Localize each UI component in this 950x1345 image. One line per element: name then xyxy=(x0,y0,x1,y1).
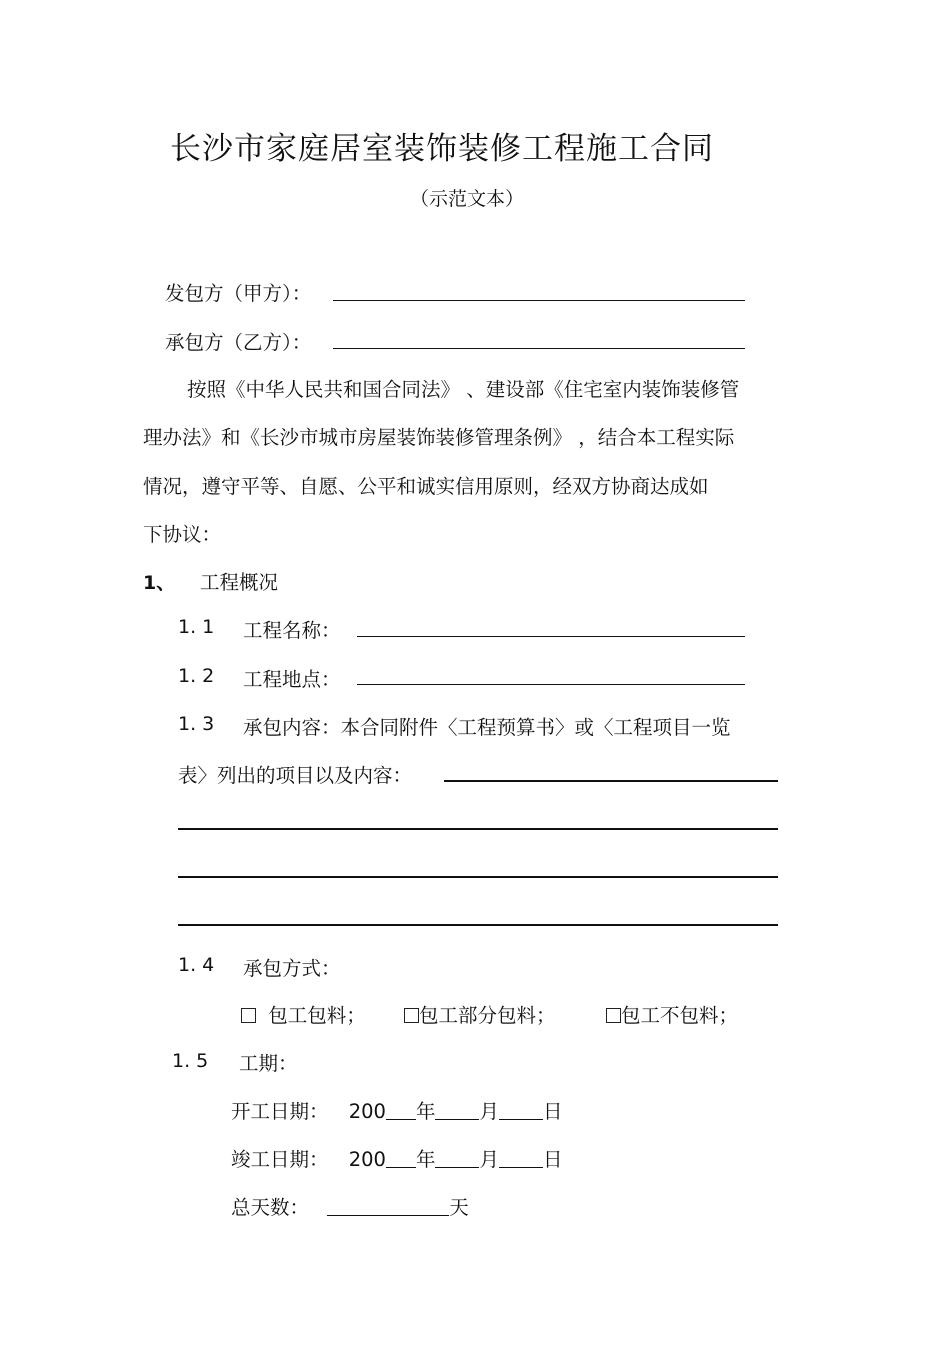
total-days-label: 总天数： xyxy=(231,1196,310,1219)
end-year-field[interactable] xyxy=(386,1149,416,1168)
option-label: 包工不包料； xyxy=(621,1004,739,1027)
start-date-row xyxy=(231,1096,563,1124)
end-year-prefix: 200 xyxy=(348,1148,386,1171)
option-labor-only[interactable] xyxy=(606,1000,738,1028)
party-a-label: 发包方（甲方）： xyxy=(165,282,312,305)
contract-title: 长沙市家庭居室装饰装修工程施工合同 xyxy=(170,131,714,167)
section-1-number: 1、 xyxy=(143,572,176,594)
preamble-line-3: 情况，遵守平等、自愿、公平和诚实信用原则，经双方协商达成如 xyxy=(143,475,709,498)
contract-subtitle: （示范文本） xyxy=(410,188,525,210)
month-unit: 月 xyxy=(479,1100,499,1123)
item-1-1-label: 工程名称： xyxy=(243,619,341,642)
item-1-2-number: 1. 2 xyxy=(178,665,215,687)
party-b-label: 承包方（乙方）： xyxy=(165,331,312,354)
day-unit: 日 xyxy=(542,1100,563,1123)
item-1-5-number: 1. 5 xyxy=(172,1050,209,1072)
option-labor-partial-materials[interactable] xyxy=(404,1000,556,1028)
option-labor-and-materials[interactable] xyxy=(241,1000,366,1028)
project-location-field[interactable] xyxy=(357,684,745,685)
option-label: 包工包料； xyxy=(268,1004,366,1027)
checkbox-icon[interactable] xyxy=(606,1008,621,1023)
item-1-3-number: 1. 3 xyxy=(178,713,215,735)
item-1-2-label: 工程地点： xyxy=(243,668,341,691)
item-1-3-line-1: 承包内容：本合同附件〈工程预算书〉或〈工程项目一览 xyxy=(243,716,731,739)
preamble-line-2: 理办法》和《长沙市城市房屋装饰装修管理条例》 ，结合本工程实际 xyxy=(143,426,735,449)
day-unit: 日 xyxy=(542,1148,563,1171)
checkbox-icon[interactable] xyxy=(404,1008,419,1023)
start-year-field[interactable] xyxy=(386,1101,416,1120)
end-month-field[interactable] xyxy=(435,1149,479,1168)
preamble-line-4: 下协议： xyxy=(143,523,222,546)
scope-field-line-3[interactable] xyxy=(178,876,778,878)
checkbox-icon[interactable] xyxy=(241,1008,256,1023)
start-date-label: 开工日期： xyxy=(231,1100,329,1123)
total-days-field[interactable] xyxy=(327,1197,449,1216)
end-date-label: 竣工日期： xyxy=(231,1148,329,1171)
start-month-field[interactable] xyxy=(435,1101,479,1120)
month-unit: 月 xyxy=(479,1148,499,1171)
item-1-5-label: 工期： xyxy=(239,1052,298,1075)
item-1-1-number: 1. 1 xyxy=(178,616,215,638)
end-day-field[interactable] xyxy=(499,1149,543,1168)
party-a-field[interactable] xyxy=(333,300,745,301)
days-unit: 天 xyxy=(449,1196,469,1219)
start-year-prefix: 200 xyxy=(348,1100,386,1123)
item-1-4-number: 1. 4 xyxy=(178,954,215,976)
year-unit: 年 xyxy=(415,1148,436,1171)
scope-field-line-2[interactable] xyxy=(178,828,778,830)
section-1-heading: 工程概况 xyxy=(200,571,279,594)
total-days-row xyxy=(231,1192,469,1220)
scope-field-line-1[interactable] xyxy=(444,780,778,782)
scope-field-line-4[interactable] xyxy=(178,924,778,926)
party-b-field[interactable] xyxy=(333,348,745,349)
start-day-field[interactable] xyxy=(499,1101,543,1120)
year-unit: 年 xyxy=(415,1100,436,1123)
project-name-field[interactable] xyxy=(357,636,745,637)
option-label: 包工部分包料； xyxy=(419,1004,556,1027)
item-1-3-line-2: 表〉列出的项目以及内容： xyxy=(178,764,413,787)
preamble-line-1: 按照《中华人民共和国合同法》 、建设部《住宅室内装饰装修管 xyxy=(187,378,740,401)
end-date-row xyxy=(231,1144,563,1172)
item-1-4-label: 承包方式： xyxy=(243,957,341,980)
